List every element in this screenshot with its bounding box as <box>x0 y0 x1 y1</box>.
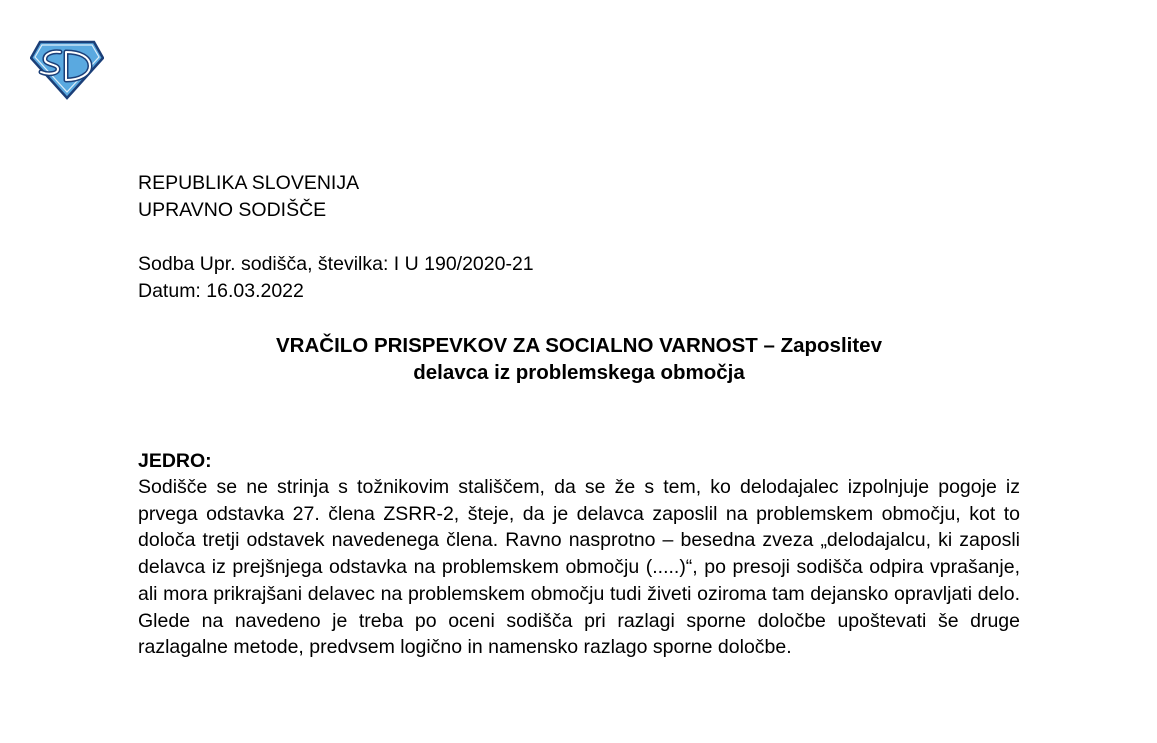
court-header <box>138 170 359 224</box>
core-paragraph: Sodišče se ne strinja s tožnikovim stališčem, da se že s tem, ko delodajalec izpolnjuje pogoje iz prvega odstavka 27. člena ZSRR-2, šteje, da je delavca zaposlil na problemskem območju, kot to določa tretji odstavek navedenega člena. Ravno nasprotno – besedna zveza „delodajalcu, ki zaposli delavca iz prejšnjega odstavka na problemskem območju (.....)“, po presoji sodišča odpira vprašanje, ali mora prikrajšani delavec na problemskem območju tudi živeti oziroma tam dejansko opravljati delo. Glede na navedeno je treba po oceni sodišča pri razlagi sporne določbe upoštevati še druge razlagalne metode, predvsem logično in namensko razlago sporne določbe. <box>138 476 1020 659</box>
court-name: UPRAVNO SODIŠČE <box>138 199 327 221</box>
document-title <box>138 332 1020 386</box>
case-number: Sodba Upr. sodišča, številka: I U 190/2020-21 <box>138 253 534 275</box>
title-line-1: VRAČILO PRISPEVKOV ZA SOCIALNO VARNOST – Zaposlitev <box>276 334 882 357</box>
title-line-2: delavca iz problemskega območja <box>413 361 745 384</box>
republic-name: REPUBLIKA SLOVENIJA <box>138 172 360 194</box>
case-date: Datum: 16.03.2022 <box>138 280 304 302</box>
court-logo <box>30 40 104 100</box>
case-info <box>138 251 534 305</box>
core-heading: JEDRO: <box>138 450 212 472</box>
